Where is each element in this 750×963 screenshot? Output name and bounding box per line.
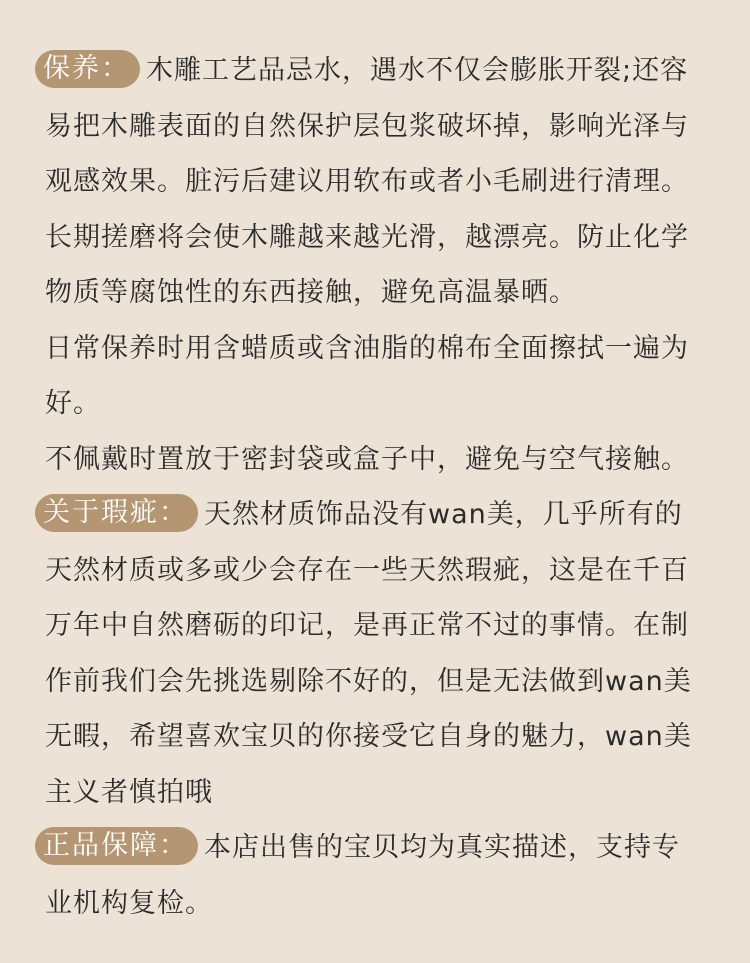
care-tag: 保养： [35, 50, 140, 88]
authentic-tag: 正品保障： [35, 827, 198, 865]
authentic-line-2: 业机构复检。 [45, 887, 213, 919]
care-text: 木雕工艺品忌水，遇水不仅会膨胀开裂;还容 [146, 55, 689, 86]
authentic-line-1 [45, 820, 715, 876]
care-line-2: 易把木雕表面的自然保护层包浆破坏掉，影响光泽与 [45, 110, 689, 142]
care-line-1 [45, 43, 715, 99]
flaws-line-6: 主义者慎拍哦 [45, 776, 213, 808]
care-line-4: 长期搓磨将会使木雕越来越光滑，越漂亮。防止化学 [45, 221, 689, 253]
care-line-7: 好。 [45, 388, 101, 419]
care-line-6: 日常保养时用含蜡质或含油脂的棉布全面擦拭一遍为 [45, 332, 689, 364]
flaws-line-2: 天然材质或多或少会存在一些天然瑕疵，这是在千百 [45, 554, 689, 586]
flaws-line-4: 作前我们会先挑选剔除不好的，但是无法做到wan美 [45, 665, 692, 697]
care-line-3: 观感效果。脏污后建议用软布或者小毛刷进行清理。 [45, 166, 689, 197]
flaws-text: 天然材质饰品没有wan美，几乎所有的 [204, 499, 683, 530]
flaws-line-5: 无暇，希望喜欢宝贝的你接受它自身的魅力，wan美 [45, 721, 692, 752]
care-line-5: 物质等腐蚀性的东西接触，避免高温暴晒。 [45, 277, 577, 308]
care-line-8: 不佩戴时置放于密封袋或盒子中，避免与空气接触。 [45, 443, 689, 475]
flaws-line-3: 万年中自然磨砺的印记，是再正常不过的事情。在制 [45, 610, 689, 641]
flaws-line-1 [45, 487, 715, 543]
authentic-text: 本店出售的宝贝均为真实描述，支持专 [204, 832, 680, 863]
flaws-tag: 关于瑕疵： [35, 494, 198, 532]
product-care-notes [45, 43, 715, 931]
